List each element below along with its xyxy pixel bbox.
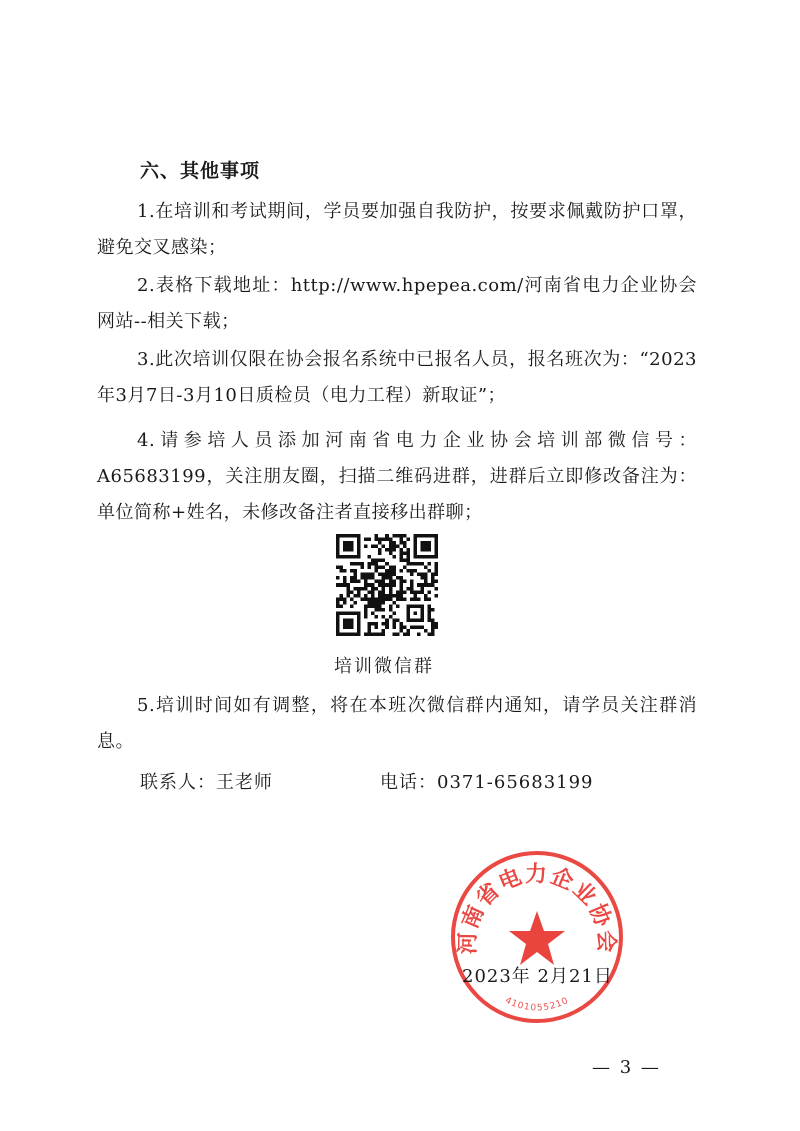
qr-caption: 培训微信群 [334, 656, 434, 677]
svg-text:河南省电力企业协会: 河南省电力企业协会 [455, 862, 619, 955]
item-2: 2.表格下载地址：http://www.hpepea.com/河南省电力企业协会网站--相关下载； [97, 275, 697, 332]
section-heading: 六、其他事项 [140, 160, 261, 182]
document-date: 2023年 2月21日 [462, 966, 613, 987]
item-5: 5.培训时间如有调整，将在本班次微信群内通知，请学员关注群消息。 [97, 695, 697, 752]
contact-phone: 电话：0371-65683199 [380, 772, 594, 793]
wechat-group-qr-code [336, 534, 438, 636]
svg-text:4101055210: 4101055210 [503, 995, 571, 1014]
item-3: 3.此次培训仅限在协会报名系统中已报名人员，报名班次为：“2023年3月7日-3月10日质检员（电力工程）新取证”； [97, 349, 697, 406]
seal-star-icon [509, 911, 565, 965]
item-1: 1.在培训和考试期间，学员要加强自我防护，按要求佩戴防护口罩，避免交叉感染； [97, 201, 697, 258]
official-seal [447, 847, 627, 1027]
contact-person: 联系人：王老师 [140, 772, 273, 793]
item-4: 4.请参培人员添加河南省电力企业协会培训部微信号：A65683199，关注朋友圈，扫描二维码进群，进群后立即修改备注为：单位简称+姓名，未修改备注者直接移出群聊； [97, 430, 697, 523]
page-number: — 3 — [592, 1057, 661, 1078]
